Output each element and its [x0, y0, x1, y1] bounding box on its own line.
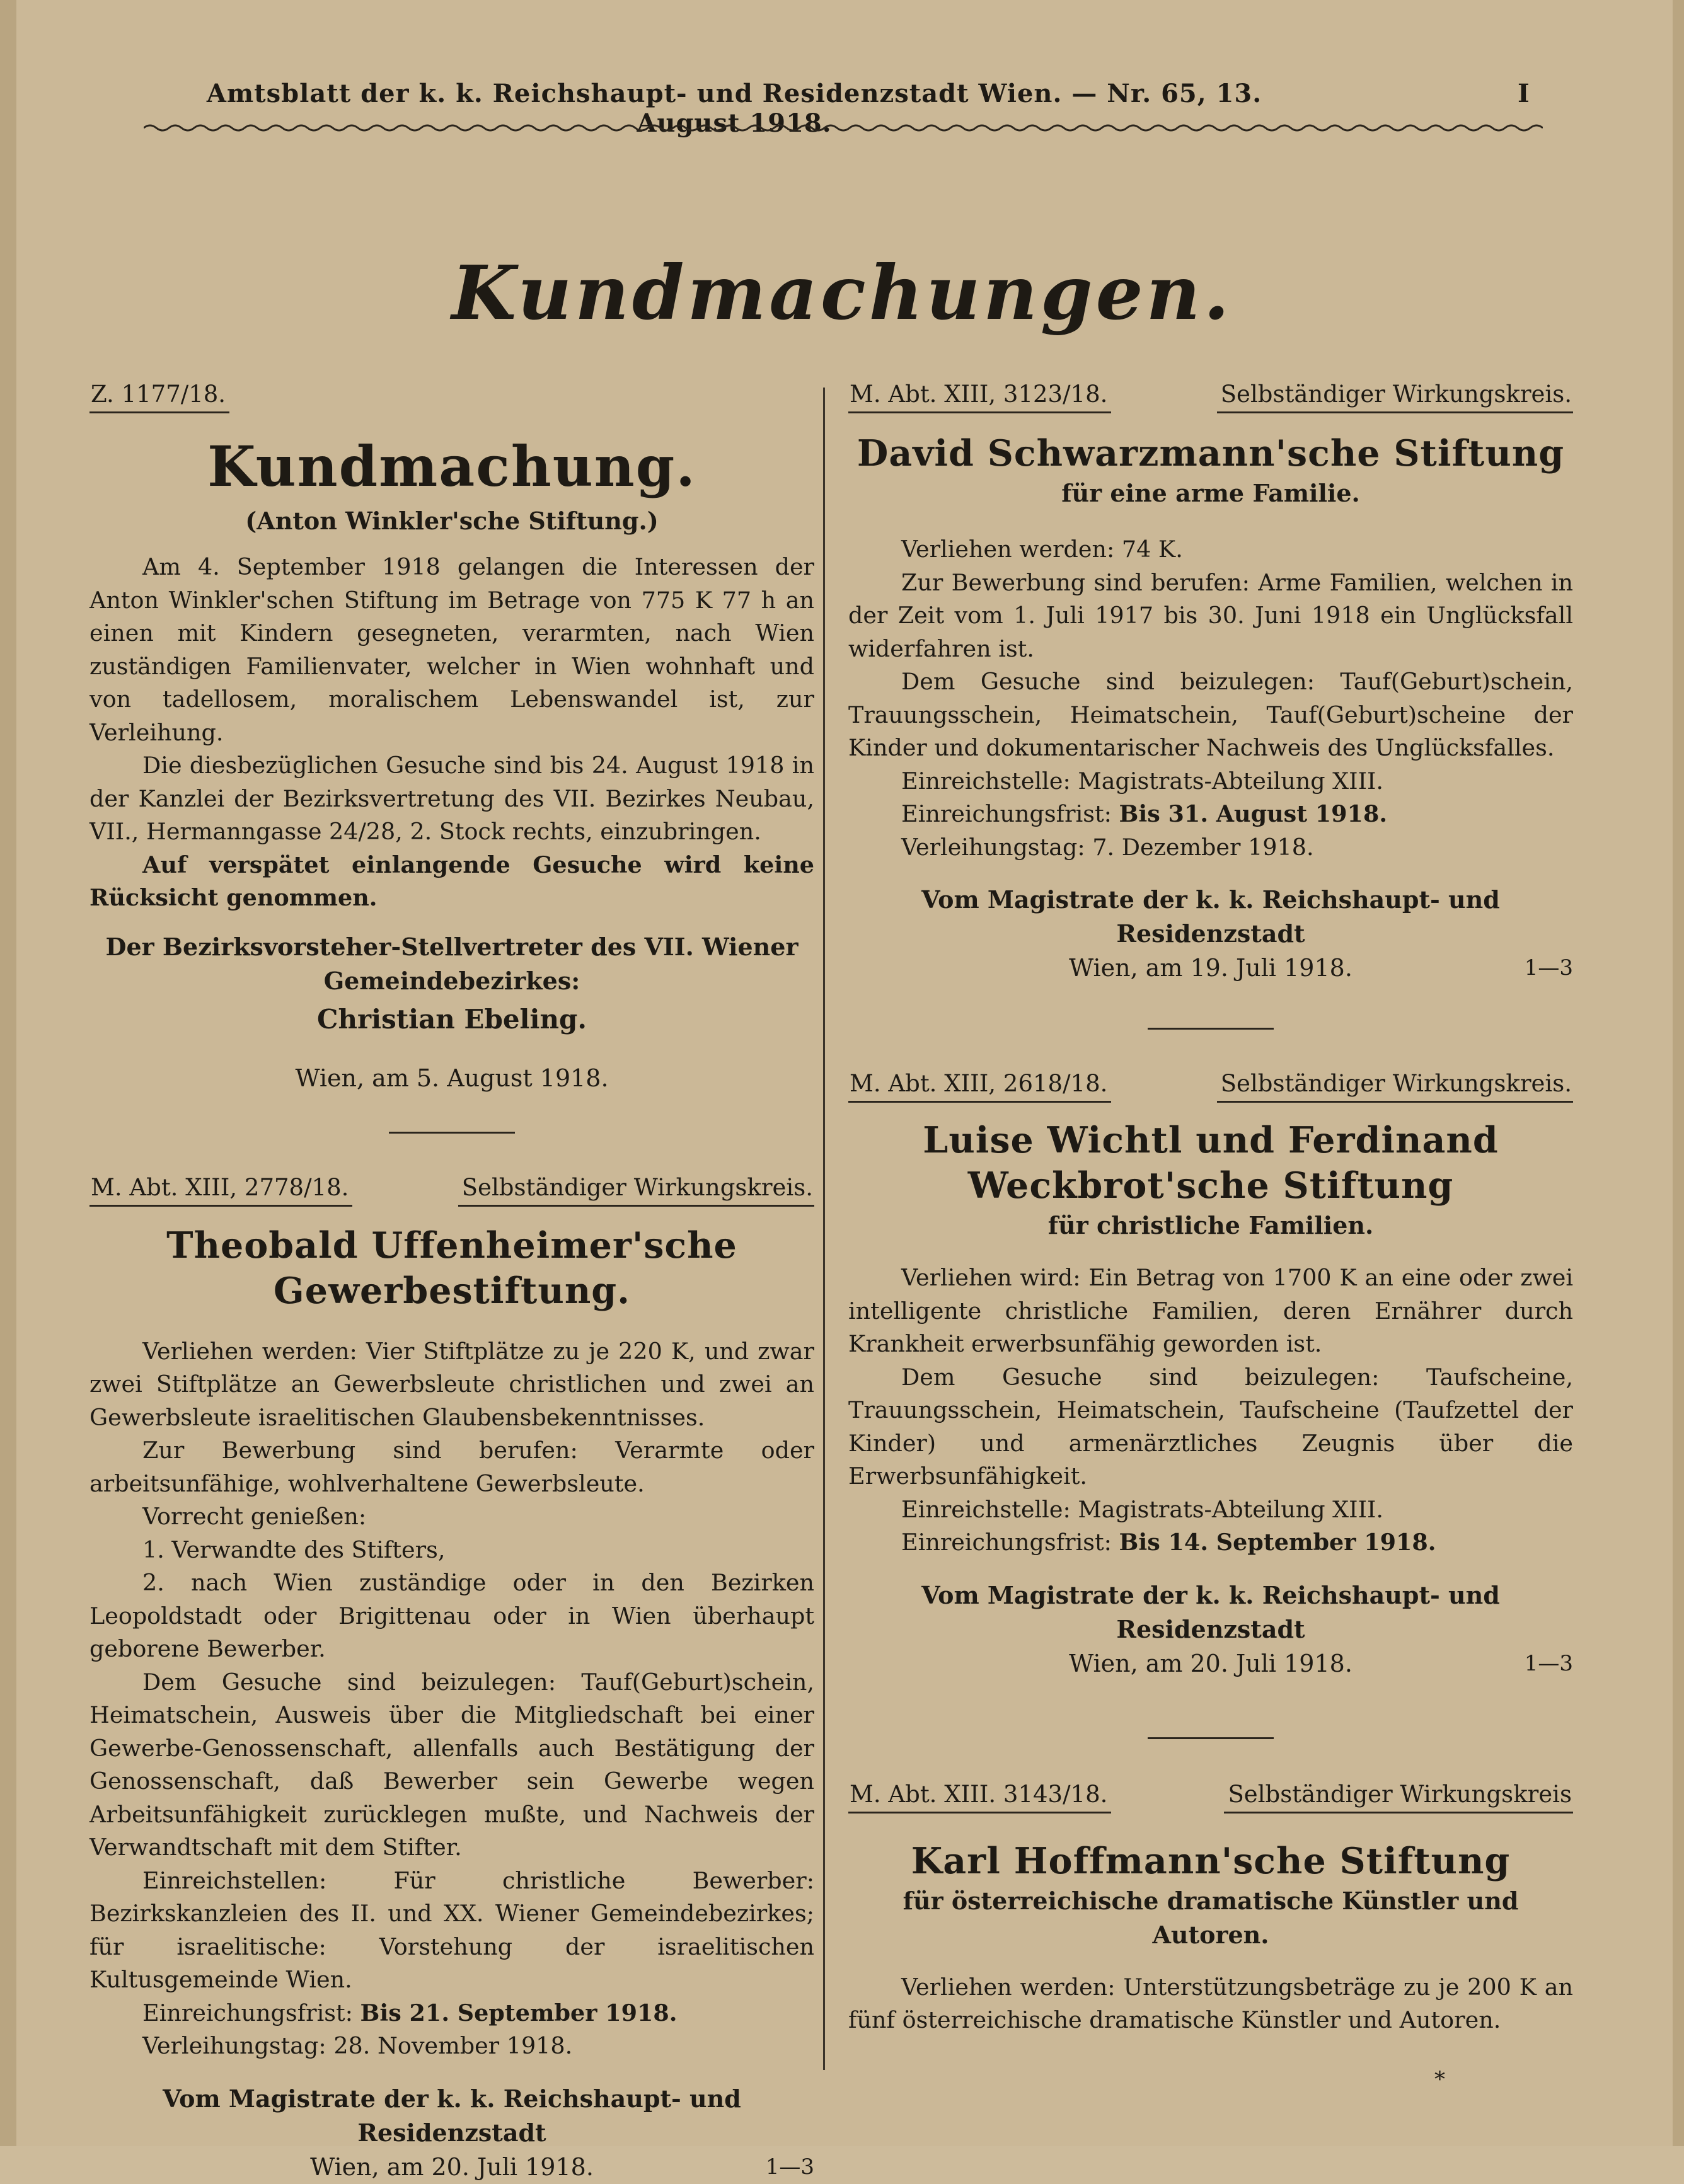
notice-ref-row [848, 378, 1573, 417]
notice-title: Luise Wichtl und Ferdinand Weckbrot'sche Stiftung [923, 1119, 1499, 1207]
signature-line: Vom Magistrate der k. k. Reichshaupt- und Residenzstadt [163, 2084, 741, 2147]
paragraph: Dem Gesuche sind beizulegen: Tauf(Geburt)schein, Trauungsschein, Heimatschein, Tauf(Geburt)scheine der Kinder und dokumentarischer Nachweis des Unglücksfalles. [848, 668, 1573, 761]
deadline-value: Bis 14. September 1918. [1119, 1529, 1436, 1556]
notice-ref: M. Abt. XIII, 3123/18. [848, 381, 1111, 413]
paragraph: Einreichstelle: Magistrats-Abteilung XIII. [901, 767, 1384, 795]
notice-subtitle: für eine arme Familie. [1061, 479, 1360, 507]
ornament-mark: * [1434, 2067, 1445, 2092]
notice-title: Karl Hoffmann'sche Stiftung [911, 1839, 1511, 1882]
page-number: I [1518, 79, 1530, 108]
paragraph: Dem Gesuche sind beizulegen: Taufscheine, Trauungsschein, Heimatschein, Taufscheine (Taufzettel der Kinder) und armenärztliches Zeugnis über die Erwerbsunfähigkeit. [848, 1363, 1573, 1490]
notice-subtitle: (Anton Winkler'sche Stiftung.) [245, 507, 659, 535]
notice-date: Wien, am 20. Juli 1918. [1069, 1649, 1352, 1677]
notice-subtitle: für christliche Familien. [1047, 1211, 1374, 1239]
paragraph [848, 1526, 1573, 1560]
deadline-value: Bis 21. September 1918. [360, 1999, 678, 2026]
notice-scope: Selbständiger Wirkungskreis. [1217, 381, 1573, 413]
column-divider [823, 388, 825, 2070]
notice-title: Kundmachung. [207, 434, 696, 499]
notice-scope: Selbständiger Wirkungskreis [1224, 1781, 1573, 1813]
paragraph: Verleihungstag: 28. November 1918. [142, 2032, 573, 2059]
deadline-label: Einreichungsfrist: [901, 800, 1112, 827]
notice-ref: M. Abt. XIII. 3143/18. [848, 1781, 1111, 1813]
signature-line: Vom Magistrate der k. k. Reichshaupt- und Residenzstadt [921, 1580, 1500, 1643]
notice-date: Wien, am 20. Juli 1918. [310, 2152, 594, 2181]
left-column [89, 378, 814, 2184]
notice-subtitle: für österreichische dramatische Künstler und Autoren. [903, 1886, 1519, 1949]
paragraph: Verliehen werden: Vier Stiftplätze zu je 220 K, und zwar zwei Stiftplätze an Gewerbsleute christlichen und zwei an Gewerbsleute israelitischen Glaubensbekenntnisses. [89, 1337, 814, 1431]
paragraph: Auf verspätet einlangende Gesuche wird keine Rücksicht genommen. [89, 851, 814, 911]
paragraph: Verliehen werden: 74 K. [901, 536, 1183, 563]
insertion-number: 1—3 [1524, 955, 1573, 980]
signature-name: Christian Ebeling. [317, 1003, 587, 1035]
paragraph: Dem Gesuche sind beizulegen: Tauf(Geburt)schein, Heimatschein, Ausweis über die Mitgliedschaft bei einer Gewerbe-Genossenschaft, allenfalls auch Bestätigung der Genossenschaft, daß Bewerber sein Gewerbe wegen Arbeitsunfähigkeit zurücklegen mußte, und Nachweis der Verwandtschaft mit dem Stifter. [89, 1668, 814, 1861]
paragraph: Einreichstellen: Für christliche Bewerber: Bezirkskanzleien des II. und XX. Wiener Gemeindebezirkes; für israelitische: Vorstehung der israelitischen Kultusgemeinde Wien. [89, 1866, 814, 1993]
notice-title: Theobald Uffenheimer'sche Gewerbestiftung. [166, 1224, 737, 1312]
notice-date-row [848, 1647, 1573, 1681]
paragraph: Verliehen werden: Unterstützungsbeträge zu je 200 K an fünf österreichische dramatische Künstler und Autoren. [848, 1973, 1573, 2033]
signature-line: Der Bezirksvorsteher-Stellvertreter des VII. Wiener [105, 932, 799, 961]
paragraph: Verleihungstag: 7. Dezember 1918. [901, 833, 1314, 861]
signature-line: Gemeindebezirkes: [323, 966, 580, 995]
notice-scope: Selbständiger Wirkungskreis. [1217, 1070, 1573, 1103]
notice-ref: M. Abt. XIII, 2618/18. [848, 1070, 1111, 1103]
notice-ref-row [848, 1067, 1573, 1106]
paragraph: 1. Verwandte des Stifters, [142, 1536, 446, 1563]
deadline-value: Bis 31. August 1918. [1119, 800, 1388, 827]
paragraph: Die diesbezüglichen Gesuche sind bis 24. August 1918 in der Kanzlei der Bezirksvertretung des VII. Bezirkes Neubau, VII., Hermanngasse 24/28, 2. Stock rechts, einzubringen. [89, 752, 814, 845]
main-title: Kundmachungen. [451, 249, 1233, 336]
notice-ref-row [89, 378, 814, 417]
paragraph: Am 4. September 1918 gelangen die Interessen der Anton Winkler'schen Stiftung im Betrage von 775 K 77 h an einen mit Kindern gesegneten, verarmten, nach Wien zuständigen Familienvater, welcher in Wien wohnhaft und von tadellosem, moralischem Lebenswandel ist, zur Verleihung. [89, 553, 814, 746]
notice-date: Wien, am 5. August 1918. [295, 1064, 609, 1092]
paragraph: Zur Bewerbung sind berufen: Verarmte oder arbeitsunfähige, wohlverhaltene Gewerbsleute. [89, 1437, 814, 1497]
wavy-rule [144, 121, 1543, 135]
notice-ref: Z. 1177/18. [89, 381, 229, 413]
paragraph: Vorrecht genießen: [142, 1503, 367, 1530]
paragraph: Verliehen wird: Ein Betrag von 1700 K an eine oder zwei intelligente christliche Familien, deren Ernährer durch Krankheit erwerbsunfähig geworden ist. [848, 1264, 1573, 1357]
notice-scope: Selbständiger Wirkungskreis. [458, 1174, 814, 1207]
paragraph [848, 798, 1573, 831]
signature-line: Vom Magistrate der k. k. Reichshaupt- und Residenzstadt [921, 885, 1500, 948]
deadline-label: Einreichungsfrist: [142, 1999, 353, 2026]
notice-date-row [89, 2150, 814, 2184]
notice-date: Wien, am 19. Juli 1918. [1069, 954, 1352, 982]
paragraph: Einreichstelle: Magistrats-Abteilung XIII. [901, 1495, 1384, 1523]
right-column [848, 378, 1573, 2037]
notice-date-row [848, 951, 1573, 985]
paragraph: Zur Bewerbung sind berufen: Arme Familien, welchen in der Zeit vom 1. Juli 1917 bis 30. Juni 1918 ein Unglücksfall widerfahren ist. [848, 568, 1573, 662]
insertion-number: 1—3 [1524, 1650, 1573, 1676]
insertion-number: 1—3 [765, 2154, 814, 2180]
masthead: Amtsblatt der k. k. Reichshaupt- und Residenzstadt Wien. — Nr. 65, 13. August 1918. [206, 79, 1262, 138]
notice-ref-row [89, 1171, 814, 1210]
paragraph [89, 1997, 814, 2030]
notice-title: David Schwarzmann'sche Stiftung [856, 432, 1565, 474]
notice-ref-row [848, 1778, 1573, 1817]
deadline-label: Einreichungsfrist: [901, 1529, 1112, 1556]
notice-ref: M. Abt. XIII, 2778/18. [89, 1174, 352, 1207]
paragraph: 2. nach Wien zuständige oder in den Bezirken Leopoldstadt oder Brigittenau oder in Wien überhaupt geborene Bewerber. [89, 1569, 814, 1662]
